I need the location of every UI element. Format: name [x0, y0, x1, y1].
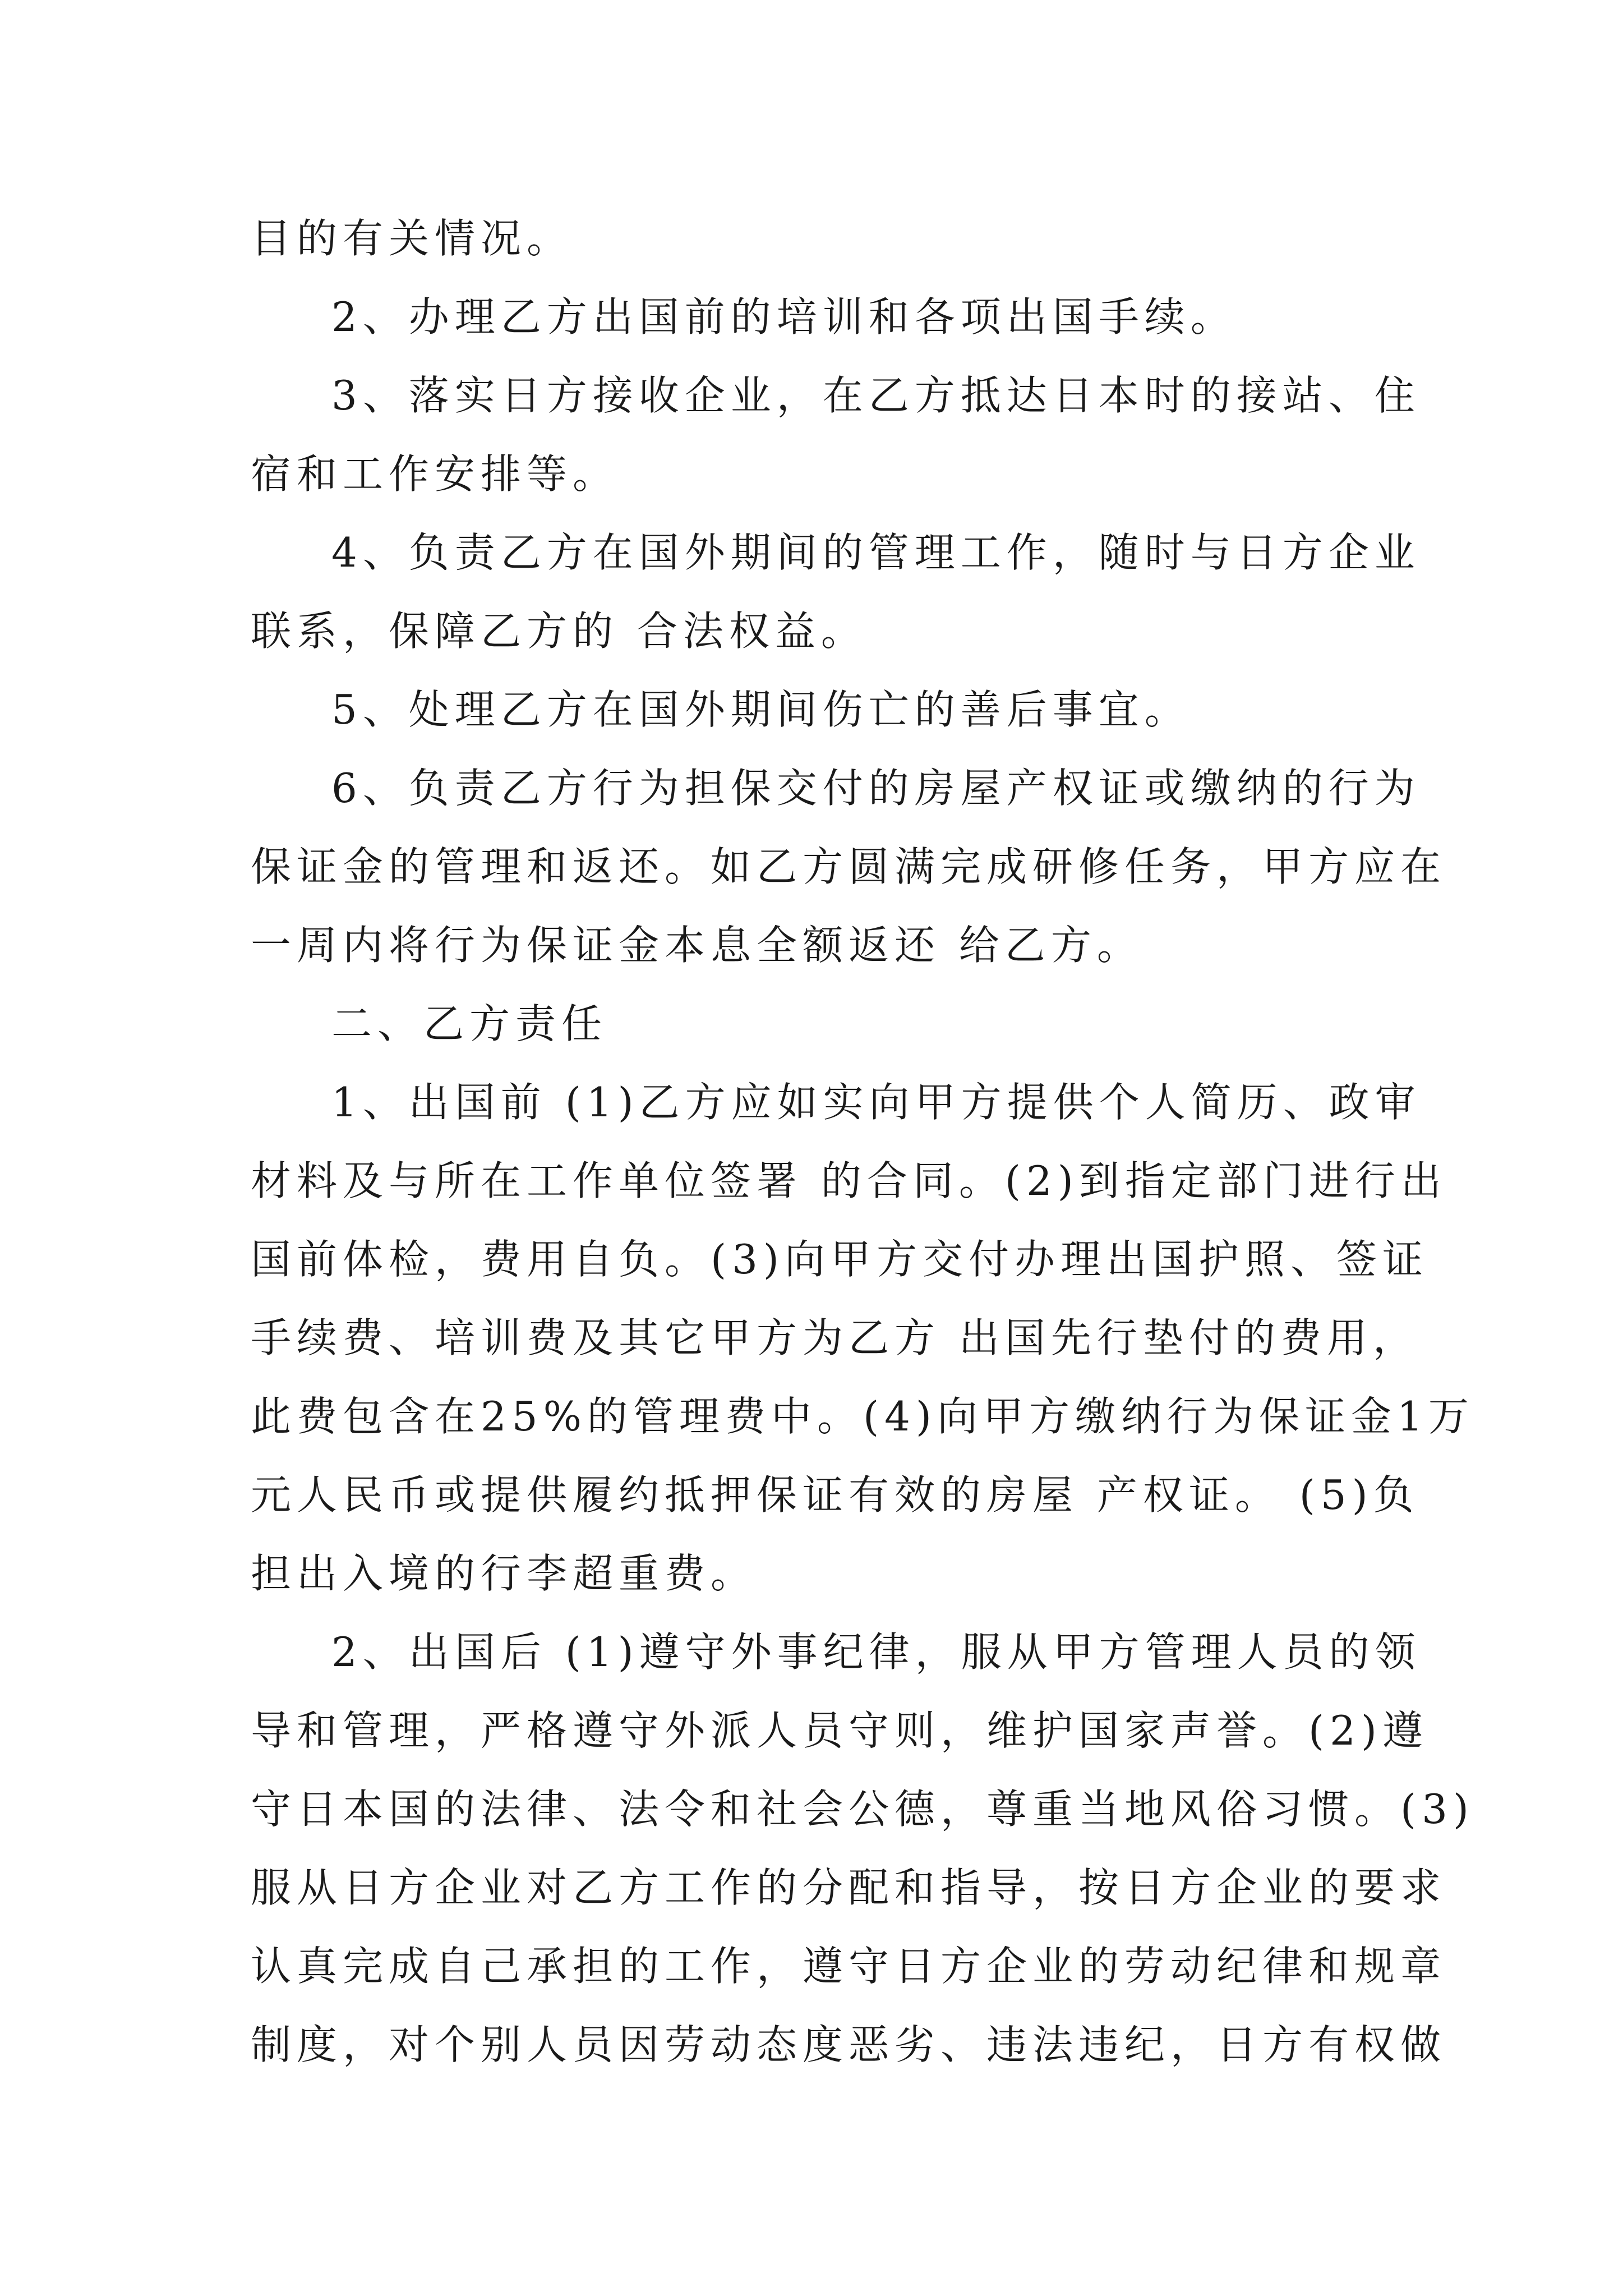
text-line: 目的有关情况。: [251, 215, 573, 262]
text-line: 联系，保障乙方的 合法权益。: [251, 608, 867, 655]
text-line: 担出入境的行李超重费。: [251, 1550, 757, 1597]
text-line: 宿和工作安排等。: [251, 450, 619, 498]
text-line: 4、负责乙方在国外期间的管理工作，随时与日方企业: [331, 529, 1421, 576]
text-line: 一周内将行为保证金本息全额返还 给乙方。: [251, 922, 1143, 969]
text-line: 国前体检，费用自负。(3)向甲方交付办理出国护照、签证: [251, 1236, 1428, 1283]
text-line: 6、负责乙方行为担保交付的房屋产权证或缴纳的行为: [331, 765, 1421, 812]
text-line: 认真完成自己承担的工作，遵守日方企业的劳动纪律和规章: [251, 1943, 1447, 1990]
text-line: 制度，对个别人员因劳动态度恶劣、违法违纪，日方有权做: [251, 2021, 1447, 2068]
text-line: 手续费、培训费及其它甲方为乙方 出国先行垫付的费用，: [251, 1314, 1419, 1361]
text-line: 1、出国前 (1)乙方应如实向甲方提供个人简历、政审: [331, 1079, 1421, 1126]
text-line: 此费包含在25%的管理费中。(4)向甲方缴纳行为保证金1万: [251, 1393, 1474, 1440]
text-line: 材料及与所在工作单位签署 的合同。(2)到指定部门进行出: [251, 1157, 1447, 1204]
text-line: 3、落实日方接收企业，在乙方抵达日本时的接站、住: [331, 372, 1421, 419]
text-line: 服从日方企业对乙方工作的分配和指导，按日方企业的要求: [251, 1864, 1447, 1911]
text-line: 守日本国的法律、法令和社会公德，尊重当地风俗习惯。(3): [251, 1786, 1474, 1833]
text-line: 2、办理乙方出国前的培训和各项出国手续。: [331, 293, 1237, 341]
text-line: 元人民币或提供履约抵押保证有效的房屋 产权证。 (5)负: [251, 1471, 1419, 1519]
text-line: 保证金的管理和返还。如乙方圆满完成研修任务，甲方应在: [251, 843, 1447, 890]
document-body: [251, 199, 1474, 2084]
text-line: 导和管理，严格遵守外派人员守则，维护国家声誉。(2)遵: [251, 1707, 1428, 1754]
text-line: 2、出国后 (1)遵守外事纪律，服从甲方管理人员的领: [331, 1628, 1421, 1676]
text-line: 5、处理乙方在国外期间伤亡的善后事宜。: [331, 686, 1191, 733]
section-heading: 二、乙方责任: [331, 1000, 608, 1047]
